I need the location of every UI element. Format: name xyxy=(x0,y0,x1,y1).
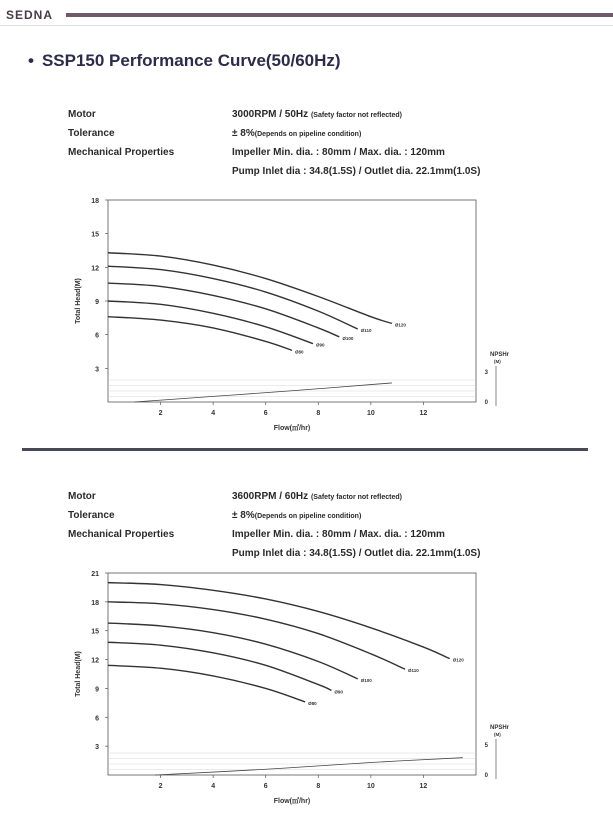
spec-value: Impeller Min. dia. : 80mm / Max. dia. : 120mm xyxy=(232,147,445,158)
y-tick-label: 12 xyxy=(91,265,99,273)
x-axis-label: Flow(㎥/hr) xyxy=(273,425,311,432)
spec-label: Motor xyxy=(68,109,96,120)
npshr-axis-unit: (M) xyxy=(494,359,501,364)
spec-value-text: 3600RPM / 60Hz xyxy=(232,491,309,502)
brand-logo: SEDNA xyxy=(6,8,54,22)
spec-row-tolerance xyxy=(68,510,588,524)
spec-label: Mechanical Properties xyxy=(68,147,175,158)
x-tick-label: 12 xyxy=(419,783,428,790)
spec-row-motor xyxy=(68,109,588,123)
head-curve xyxy=(108,602,405,669)
page-title-text: SSP150 Performance Curve(50/60Hz) xyxy=(41,51,341,70)
curve-label: Ø120 xyxy=(452,657,464,663)
performance-chart-60hz xyxy=(0,563,613,813)
spec-value: Impeller Min. dia. : 80mm / Max. dia. : 120mm xyxy=(232,529,445,540)
npshr-tick-label: 0 xyxy=(484,773,488,779)
spec-row-mechanical xyxy=(68,147,588,161)
x-tick-label: 4 xyxy=(211,783,216,790)
spec-note: (Depends on pipeline condition) xyxy=(254,513,362,520)
spec-value-text: ± 8% xyxy=(232,128,255,139)
curve-label: Ø90 xyxy=(334,689,343,695)
y-tick-label: 6 xyxy=(95,715,99,723)
spec-row-inlet xyxy=(68,166,588,180)
x-tick-label: 2 xyxy=(158,783,163,790)
spec-value xyxy=(232,109,402,120)
y-tick-label: 21 xyxy=(91,571,99,578)
x-tick-label: 8 xyxy=(316,410,321,417)
spec-row-tolerance xyxy=(68,128,588,142)
npshr-axis-label: NPSHr xyxy=(490,725,510,731)
y-tick-label: 12 xyxy=(91,657,99,665)
curve-label: Ø80 xyxy=(295,349,304,355)
head-curve xyxy=(108,665,305,702)
spec-label: Motor xyxy=(68,491,96,502)
y-tick-label: 9 xyxy=(95,299,99,306)
spec-row-motor xyxy=(68,491,588,505)
x-tick-label: 12 xyxy=(419,410,428,417)
spec-value-text: 3000RPM / 50Hz xyxy=(232,109,309,120)
head-curve xyxy=(108,301,313,344)
y-tick-label: 15 xyxy=(91,231,99,239)
spec-label: Tolerance xyxy=(68,128,115,139)
spec-row-mechanical xyxy=(68,529,588,543)
spec-row-inlet xyxy=(68,548,588,562)
npshr-axis-unit: (M) xyxy=(494,732,501,737)
header-bar xyxy=(66,13,613,17)
npshr-tick-label: 3 xyxy=(484,370,488,376)
x-tick-label: 2 xyxy=(158,410,163,417)
header-rule xyxy=(0,25,613,26)
y-tick-label: 6 xyxy=(95,332,99,340)
spec-note: (Depends on pipeline condition) xyxy=(254,131,362,138)
curve-label: Ø100 xyxy=(342,335,354,341)
npshr-curve xyxy=(155,758,463,775)
spec-value: Pump Inlet dia : 34.8(1.5S) / Outlet dia. 22.1mm(1.0S) xyxy=(232,166,481,177)
performance-chart-50hz xyxy=(0,190,613,440)
curve-label: Ø80 xyxy=(308,700,317,706)
spec-value xyxy=(232,491,402,502)
y-tick-label: 18 xyxy=(91,198,99,205)
y-axis-label: Total Head(M) xyxy=(75,278,82,324)
spec-label: Tolerance xyxy=(68,510,115,521)
x-tick-label: 8 xyxy=(316,783,321,790)
x-tick-label: 6 xyxy=(263,783,268,790)
y-tick-label: 3 xyxy=(95,366,99,374)
x-tick-label: 4 xyxy=(211,410,216,417)
npshr-tick-label: 0 xyxy=(484,400,488,406)
head-curve xyxy=(108,583,450,659)
spec-label: Mechanical Properties xyxy=(68,529,175,540)
bullet-icon: • xyxy=(28,51,34,70)
head-curve xyxy=(108,317,292,351)
curve-label: Ø100 xyxy=(360,677,372,683)
section-divider xyxy=(22,448,588,451)
y-tick-label: 15 xyxy=(91,628,99,636)
curve-label: Ø90 xyxy=(316,342,325,348)
spec-note: (Safety factor not reflected) xyxy=(310,112,402,119)
spec-value-text: ± 8% xyxy=(232,510,255,521)
x-axis-label: Flow(㎥/hr) xyxy=(273,798,311,805)
head-curve xyxy=(108,623,358,679)
y-axis-label: Total Head(M) xyxy=(75,651,82,697)
curve-label: Ø110 xyxy=(360,328,372,334)
x-tick-label: 10 xyxy=(366,410,375,417)
page-title xyxy=(28,51,341,71)
spec-value xyxy=(232,128,361,139)
spec-value: Pump Inlet dia : 34.8(1.5S) / Outlet dia. 22.1mm(1.0S) xyxy=(232,548,481,559)
npshr-axis-label: NPSHr xyxy=(490,352,510,358)
spec-value xyxy=(232,510,361,521)
x-tick-label: 6 xyxy=(263,410,268,417)
y-tick-label: 18 xyxy=(91,599,99,607)
y-tick-label: 9 xyxy=(95,686,99,694)
y-tick-label: 3 xyxy=(95,744,99,752)
curve-label: Ø110 xyxy=(408,668,419,674)
spec-note: (Safety factor not reflected) xyxy=(310,494,402,501)
x-tick-label: 10 xyxy=(366,783,375,790)
npshr-tick-label: 5 xyxy=(484,743,488,749)
curve-label: Ø120 xyxy=(394,322,406,328)
